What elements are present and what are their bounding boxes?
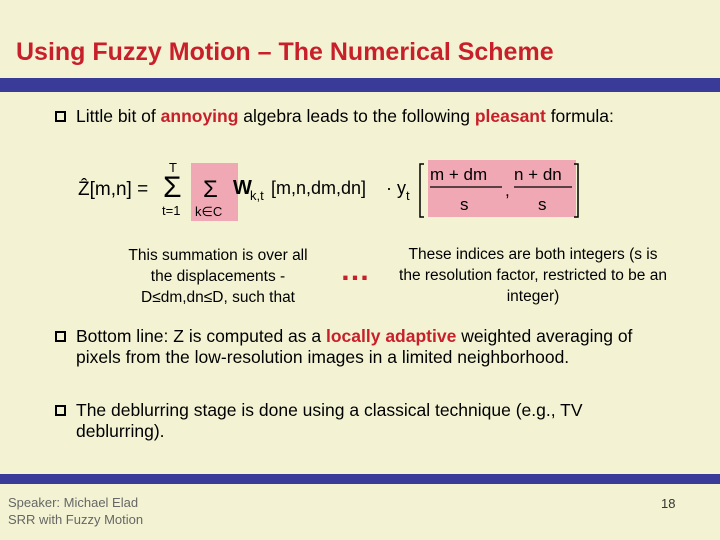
sum-symbol-outer: Σ [163, 171, 182, 204]
bullet-3 [55, 400, 666, 442]
bullet-2 [55, 326, 666, 368]
sum-symbol-inner: Σ [203, 176, 218, 203]
bullet-3-text: The deblurring stage is done using a classical technique (e.g., TV deblurring). [76, 400, 583, 441]
weight-subscript: k,t [250, 188, 264, 203]
formula-comma: , [505, 181, 510, 200]
note-summation: This summation is over all the displacements - D≤dm,dn≤D, such that [128, 247, 308, 306]
inner-sum-lower: k∈C [195, 204, 223, 219]
ellipsis: … [340, 254, 371, 287]
footer [8, 494, 143, 528]
frac2-denominator: s [538, 195, 547, 214]
bullet-1-text: Little bit of annoying algebra leads to the following pleasant formula: [76, 106, 614, 126]
checkbox-bullet-icon [55, 331, 66, 342]
footer-speaker: Speaker: Michael Elad [8, 495, 139, 510]
sum-lower: t=1 [162, 203, 181, 218]
footer-subtitle: SRR with Fuzzy Motion [8, 512, 144, 527]
formula [78, 160, 598, 222]
bullet-2-text: Bottom line: Z is computed as a locally adaptive weighted averaging of pixels from the low-resolution images in a limited neighborhood. [76, 326, 633, 367]
frac1-numerator: m + dm [430, 165, 488, 184]
frac2-numerator: n + dn [514, 165, 562, 184]
weight-symbol: W [233, 177, 252, 199]
top-divider-bar [0, 78, 720, 92]
y-symbol: · y [386, 178, 406, 198]
checkbox-bullet-icon [55, 405, 66, 416]
y-subscript: t [406, 188, 410, 203]
slide-title: Using Fuzzy Motion – The Numerical Scheme [16, 38, 554, 66]
checkbox-bullet-icon [55, 111, 66, 122]
frac1-denominator: s [460, 195, 469, 214]
sum-upper: T [169, 160, 177, 175]
page-number: 18 [661, 496, 676, 511]
note-indices: These indices are both integers (s is the resolution factor, restricted to be an integer) [399, 246, 667, 305]
formula-lhs: Ẑ[m,n] = [78, 179, 149, 200]
bottom-divider-bar [0, 474, 720, 484]
bullet-1 [55, 106, 666, 127]
weight-args: [m,n,dm,dn] [271, 178, 367, 198]
